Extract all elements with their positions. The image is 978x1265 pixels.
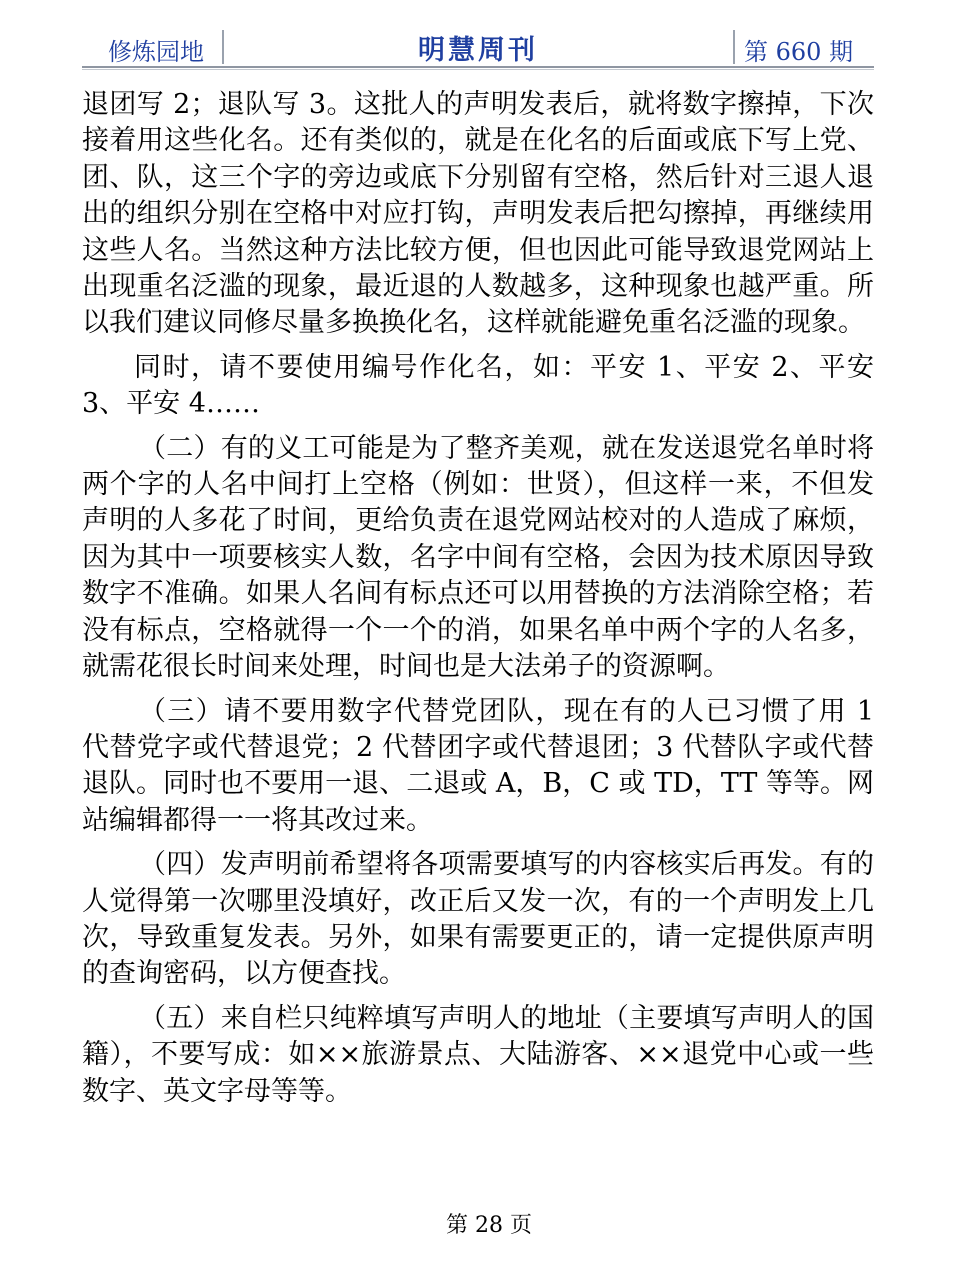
paragraph: （三）请不要用数字代替党团队，现在有的人已习惯了用 1 代替党字或代替退党；2 代替团字或代替退团；3 代替队字或代替退队。同时也不要用一退、二退或 A，B，C 或 TD，TT 等等。网站编辑都得一一将其改过来。 bbox=[82, 695, 874, 836]
article-body bbox=[82, 87, 874, 1110]
publication-title: 明慧周刊 bbox=[418, 35, 538, 66]
page-header bbox=[82, 22, 874, 68]
header-rule-thin bbox=[82, 69, 874, 70]
paragraph: （四）发声明前希望将各项需要填写的内容核实后再发。有的人觉得第一次哪里没填好，改正后又发一次，有的一个声明发上几次，导致重复发表。另外，如果有需要更正的，请一定提供原声明的查询密码，以方便查找。 bbox=[82, 849, 874, 990]
page-number: 第 28 页 bbox=[446, 1213, 532, 1238]
header-divider bbox=[733, 30, 735, 64]
header-rule bbox=[82, 66, 874, 68]
issue-number: 第 660 期 bbox=[744, 38, 854, 66]
section-name: 修炼园地 bbox=[108, 38, 204, 66]
paragraph: 退团写 2；退队写 3。这批人的声明发表后，就将数字擦掉，下次接着用这些化名。还有类似的，就是在化名的后面或底下写上党、团、队，这三个字的旁边或底下分别留有空格，然后针对三退人退出的组织分别在空格中对应打钩，声明发表后把勾擦掉，再继续用这些人名。当然这种方法比较方便，但也因此可能导致退党网站上出现重名泛滥的现象，最近退的人数越多，这种现象也越严重。所以我们建议同修尽量多换换化名，这样就能避免重名泛滥的现象。 bbox=[82, 89, 874, 339]
paragraph: （五）来自栏只纯粹填写声明人的地址（主要填写声明人的国籍），不要写成：如××旅游景点、大陆游客、××退党中心或一些数字、英文字母等等。 bbox=[82, 1002, 874, 1107]
paragraph: （二）有的义工可能是为了整齐美观，就在发送退党名单时将两个字的人名中间打上空格（例如：世贤），但这样一来，不但发声明的人多花了时间，更给负责在退党网站校对的人造成了麻烦，因为其中一项要核实人数，名字中间有空格，会因为技术原因导致数字不准确。如果人名间有标点还可以用替换的方法消除空格；若没有标点，空格就得一个一个的消，如果名单中两个字的人名多，就需花很长时间来处理，时间也是大法弟子的资源啊。 bbox=[82, 432, 874, 683]
paragraph: 同时，请不要使用编号作化名，如：平安 1、平安 2、平安 3、平安 4…… bbox=[82, 351, 874, 420]
